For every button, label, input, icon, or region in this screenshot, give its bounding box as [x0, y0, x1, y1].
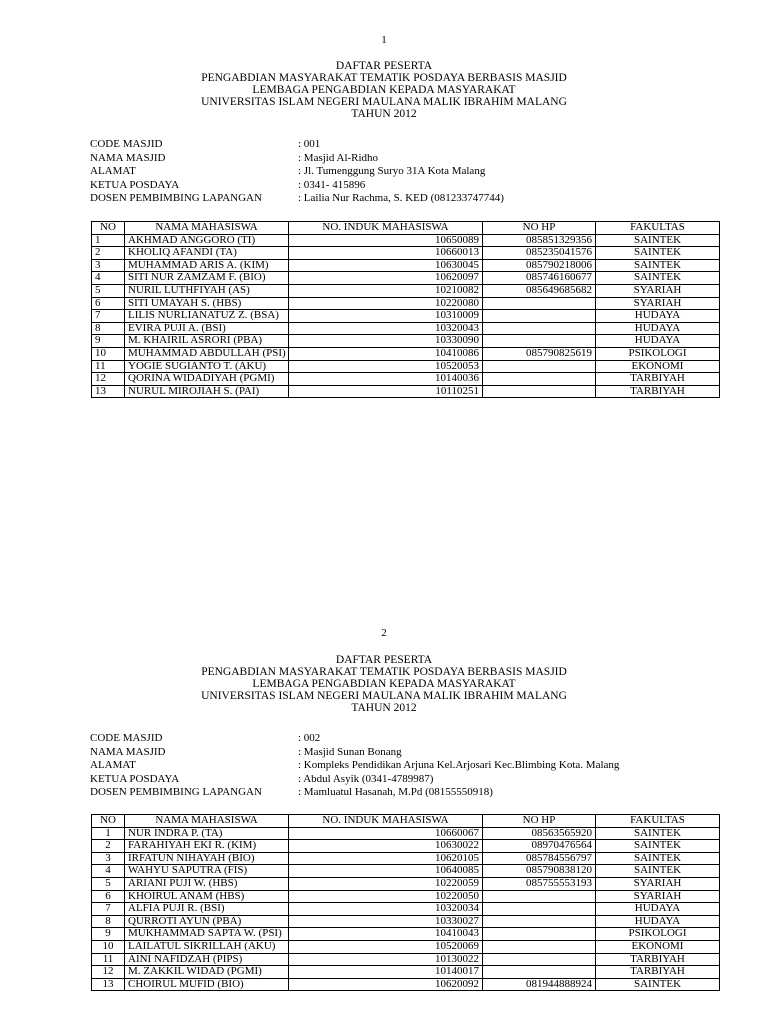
cell-student-name: FARAHIYAH EKI R. (KIM) — [125, 840, 289, 853]
cell-no: 8 — [92, 915, 125, 928]
cell-nim: 10220059 — [289, 877, 483, 890]
table-row — [92, 852, 720, 865]
cell-no: 11 — [92, 953, 125, 966]
info-row-code — [90, 138, 730, 152]
info-value: : 0341- 415896 — [298, 178, 366, 191]
cell-phone: 085649685682 — [483, 284, 596, 297]
title-line: LEMBAGA PENGABDIAN KEPADA MASYARAKAT — [252, 84, 516, 96]
cell-nim: 10620105 — [289, 852, 483, 865]
cell-no: 1 — [92, 234, 125, 247]
cell-phone: 085851329356 — [483, 234, 596, 247]
cell-faculty: HUDAYA — [596, 310, 720, 323]
cell-phone: 081944888924 — [483, 978, 596, 991]
cell-no: 1 — [92, 827, 125, 840]
document-title — [0, 654, 768, 714]
cell-phone: 085755553193 — [483, 877, 596, 890]
table-row — [92, 903, 720, 916]
cell-nim: 10620097 — [289, 272, 483, 285]
table-row — [92, 827, 720, 840]
cell-nim: 10220080 — [289, 297, 483, 310]
table-row — [92, 840, 720, 853]
info-row-code — [90, 732, 730, 746]
cell-student-name: LILIS NURLIANATUZ Z. (BSA) — [125, 310, 289, 323]
table-row — [92, 940, 720, 953]
cell-nim: 10630022 — [289, 840, 483, 853]
table-row — [92, 272, 720, 285]
table-row — [92, 373, 720, 386]
cell-faculty: HUDAYA — [596, 903, 720, 916]
cell-faculty: HUDAYA — [596, 322, 720, 335]
info-label: ALAMAT — [90, 165, 136, 177]
cell-no: 13 — [92, 978, 125, 991]
cell-phone — [483, 373, 596, 386]
table-header — [92, 222, 720, 235]
cell-student-name: MUHAMMAD ARIS A. (KIM) — [125, 259, 289, 272]
cell-student-name: NURIL LUTHFIYAH (AS) — [125, 284, 289, 297]
column-header-nim: NO. INDUK MAHASISWA — [289, 815, 483, 828]
cell-faculty: HUDAYA — [596, 335, 720, 348]
info-label: CODE MASJID — [90, 138, 163, 150]
cell-no: 11 — [92, 360, 125, 373]
cell-nim: 10410086 — [289, 347, 483, 360]
table-row — [92, 978, 720, 991]
cell-no: 7 — [92, 903, 125, 916]
cell-no: 5 — [92, 877, 125, 890]
cell-student-name: AKHMAD ANGGORO (TI) — [125, 234, 289, 247]
info-value: : 001 — [298, 138, 321, 150]
cell-faculty: EKONOMI — [596, 940, 720, 953]
cell-nim: 10110251 — [289, 385, 483, 398]
table-row — [92, 297, 720, 310]
cell-no: 2 — [92, 247, 125, 260]
cell-faculty: TARBIYAH — [596, 966, 720, 979]
cell-no: 8 — [92, 322, 125, 335]
info-row-chair — [90, 773, 730, 787]
cell-phone — [483, 385, 596, 398]
cell-nim: 10140036 — [289, 373, 483, 386]
cell-faculty: TARBIYAH — [596, 953, 720, 966]
cell-student-name: LAILATUL SIKRILLAH (AKU) — [125, 940, 289, 953]
page-number: 1 — [381, 34, 387, 46]
cell-student-name: SITI UMAYAH S. (HBS) — [125, 297, 289, 310]
cell-faculty: SAINTEK — [596, 272, 720, 285]
cell-nim: 10630045 — [289, 259, 483, 272]
cell-phone — [483, 953, 596, 966]
cell-nim: 10130022 — [289, 953, 483, 966]
cell-no: 2 — [92, 840, 125, 853]
title-line: TAHUN 2012 — [351, 702, 417, 714]
column-header-faculty: FAKULTAS — [596, 815, 720, 828]
table-row — [92, 335, 720, 348]
cell-nim: 10640085 — [289, 865, 483, 878]
page-number: 2 — [381, 627, 387, 639]
cell-faculty: SAINTEK — [596, 234, 720, 247]
cell-faculty: SYARIAH — [596, 877, 720, 890]
title-line: DAFTAR PESERTA — [335, 60, 433, 72]
table-row — [92, 347, 720, 360]
cell-phone — [483, 297, 596, 310]
cell-phone: 085790218006 — [483, 259, 596, 272]
title-line: LEMBAGA PENGABDIAN KEPADA MASYARAKAT — [252, 678, 516, 690]
info-value: : 002 — [298, 732, 321, 744]
cell-nim: 10520053 — [289, 360, 483, 373]
cell-phone — [483, 940, 596, 953]
cell-nim: 10310009 — [289, 310, 483, 323]
cell-no: 10 — [92, 347, 125, 360]
cell-nim: 10650089 — [289, 234, 483, 247]
info-label: KETUA POSDAYA — [90, 772, 180, 785]
info-label: DOSEN PEMBIMBING LAPANGAN — [90, 192, 262, 204]
cell-phone: 085746160677 — [483, 272, 596, 285]
table-row — [92, 284, 720, 297]
info-row-address — [90, 165, 730, 179]
cell-no: 5 — [92, 284, 125, 297]
cell-faculty: SAINTEK — [596, 840, 720, 853]
column-header-name: NAMA MAHASISWA — [125, 222, 289, 235]
info-value: : Masjid Sunan Bonang — [298, 745, 402, 758]
cell-faculty: SAINTEK — [596, 865, 720, 878]
cell-phone: 08970476564 — [483, 840, 596, 853]
masjid-info — [90, 732, 730, 800]
cell-student-name: NUR INDRA P. (TA) — [125, 827, 289, 840]
cell-nim: 10140017 — [289, 966, 483, 979]
table-row — [92, 966, 720, 979]
cell-student-name: M. ZAKKIL WIDAD (PGMI) — [125, 966, 289, 979]
info-row-name — [90, 152, 730, 166]
cell-no: 10 — [92, 940, 125, 953]
cell-phone: 085790825619 — [483, 347, 596, 360]
cell-student-name: ALFIA PUJI R. (BSI) — [125, 903, 289, 916]
table-row — [92, 234, 720, 247]
table-body — [92, 827, 720, 991]
participant-table — [91, 221, 720, 398]
table-row — [92, 259, 720, 272]
info-row-supervisor — [90, 786, 730, 800]
column-header-phone: NO HP — [483, 815, 596, 828]
cell-student-name: WAHYU SAPUTRA (FIS) — [125, 865, 289, 878]
cell-phone — [483, 335, 596, 348]
cell-no: 6 — [92, 890, 125, 903]
cell-phone: 085790838120 — [483, 865, 596, 878]
info-value: : Lailia Nur Rachma, S. KED (081233747744) — [298, 192, 504, 204]
cell-student-name: CHOIRUL MUFID (BIO) — [125, 978, 289, 991]
info-value: : Mamluatul Hasanah, M.Pd (08155550918) — [298, 786, 493, 798]
cell-student-name: IRFATUN NIHAYAH (BIO) — [125, 852, 289, 865]
cell-student-name: ARIANI PUJI W. (HBS) — [125, 877, 289, 890]
column-header-no: NO — [92, 815, 125, 828]
title-line: PENGABDIAN MASYARAKAT TEMATIK POSDAYA BERBASIS MASJID — [201, 666, 567, 678]
info-label: KETUA POSDAYA — [90, 178, 180, 191]
info-value: : Masjid Al-Ridho — [298, 151, 379, 164]
cell-faculty: PSIKOLOGI — [596, 347, 720, 360]
cell-phone: 08563565920 — [483, 827, 596, 840]
cell-nim: 10320043 — [289, 322, 483, 335]
cell-nim: 10210082 — [289, 284, 483, 297]
cell-faculty: EKONOMI — [596, 360, 720, 373]
cell-student-name: MUHAMMAD ABDULLAH (PSI) — [125, 347, 289, 360]
cell-student-name: QORINA WIDADIYAH (PGMI) — [125, 373, 289, 386]
table-row — [92, 385, 720, 398]
cell-no: 12 — [92, 373, 125, 386]
table-row — [92, 915, 720, 928]
cell-student-name: QURROTI AYUN (PBA) — [125, 915, 289, 928]
cell-faculty: SYARIAH — [596, 284, 720, 297]
cell-nim: 10410043 — [289, 928, 483, 941]
cell-no: 6 — [92, 297, 125, 310]
column-header-faculty: FAKULTAS — [596, 222, 720, 235]
info-label: NAMA MASJID — [90, 151, 166, 164]
info-value: : Jl. Tumenggung Suryo 31A Kota Malang — [298, 165, 486, 177]
cell-student-name: YOGIE SUGIANTO T. (AKU) — [125, 360, 289, 373]
column-header-nim: NO. INDUK MAHASISWA — [289, 222, 483, 235]
cell-phone — [483, 966, 596, 979]
table-row — [92, 877, 720, 890]
cell-nim: 10620092 — [289, 978, 483, 991]
column-header-no: NO — [92, 222, 125, 235]
document-title — [0, 60, 768, 120]
cell-nim: 10660067 — [289, 827, 483, 840]
cell-no: 3 — [92, 852, 125, 865]
cell-phone: 085784556797 — [483, 852, 596, 865]
table-row — [92, 890, 720, 903]
title-line: UNIVERSITAS ISLAM NEGERI MAULANA MALIK IBRAHIM MALANG — [201, 690, 567, 702]
cell-student-name: NURUL MIROJIAH S. (PAI) — [125, 385, 289, 398]
cell-student-name: EVIRA PUJI A. (BSI) — [125, 322, 289, 335]
cell-phone — [483, 360, 596, 373]
cell-nim: 10520069 — [289, 940, 483, 953]
info-row-chair — [90, 179, 730, 193]
title-line: UNIVERSITAS ISLAM NEGERI MAULANA MALIK IBRAHIM MALANG — [201, 96, 567, 108]
info-label: ALAMAT — [90, 759, 136, 771]
cell-phone — [483, 915, 596, 928]
info-label: CODE MASJID — [90, 732, 163, 744]
cell-nim: 10320034 — [289, 903, 483, 916]
cell-student-name: MUKHAMMAD SAPTA W. (PSI) — [125, 928, 289, 941]
cell-faculty: SAINTEK — [596, 978, 720, 991]
table-body — [92, 234, 720, 398]
info-label: NAMA MASJID — [90, 745, 166, 758]
cell-no: 3 — [92, 259, 125, 272]
info-row-name — [90, 746, 730, 760]
cell-faculty: TARBIYAH — [596, 373, 720, 386]
table-row — [92, 928, 720, 941]
title-line: TAHUN 2012 — [351, 108, 417, 120]
cell-phone — [483, 928, 596, 941]
cell-no: 12 — [92, 966, 125, 979]
info-value: : Abdul Asyik (0341-4789987) — [298, 772, 434, 785]
cell-faculty: SAINTEK — [596, 827, 720, 840]
cell-student-name: KHOIRUL ANAM (HBS) — [125, 890, 289, 903]
table-row — [92, 247, 720, 260]
info-label: DOSEN PEMBIMBING LAPANGAN — [90, 786, 262, 798]
cell-nim: 10660013 — [289, 247, 483, 260]
cell-nim: 10330090 — [289, 335, 483, 348]
cell-student-name: AINI NAFIDZAH (PIPS) — [125, 953, 289, 966]
cell-no: 4 — [92, 272, 125, 285]
cell-phone — [483, 322, 596, 335]
table-row — [92, 322, 720, 335]
cell-faculty: SYARIAH — [596, 297, 720, 310]
table-row — [92, 865, 720, 878]
title-line: PENGABDIAN MASYARAKAT TEMATIK POSDAYA BERBASIS MASJID — [201, 72, 567, 84]
cell-phone — [483, 903, 596, 916]
info-row-supervisor — [90, 192, 730, 206]
masjid-info — [90, 138, 730, 206]
cell-student-name: M. KHAIRIL ASRORI (PBA) — [125, 335, 289, 348]
cell-phone — [483, 310, 596, 323]
cell-faculty: PSIKOLOGI — [596, 928, 720, 941]
cell-no: 9 — [92, 335, 125, 348]
table-header — [92, 815, 720, 828]
cell-no: 4 — [92, 865, 125, 878]
cell-no: 7 — [92, 310, 125, 323]
title-line: DAFTAR PESERTA — [335, 654, 433, 666]
column-header-name: NAMA MAHASISWA — [125, 815, 289, 828]
info-row-address — [90, 759, 730, 773]
cell-faculty: SAINTEK — [596, 852, 720, 865]
cell-nim: 10330027 — [289, 915, 483, 928]
cell-student-name: SITI NUR ZAMZAM F. (BIO) — [125, 272, 289, 285]
cell-faculty: SAINTEK — [596, 247, 720, 260]
cell-faculty: TARBIYAH — [596, 385, 720, 398]
column-header-phone: NO HP — [483, 222, 596, 235]
cell-phone: 085235041576 — [483, 247, 596, 260]
cell-student-name: KHOLIQ AFANDI (TA) — [125, 247, 289, 260]
cell-faculty: SAINTEK — [596, 259, 720, 272]
cell-no: 13 — [92, 385, 125, 398]
cell-phone — [483, 890, 596, 903]
cell-no: 9 — [92, 928, 125, 941]
cell-faculty: SYARIAH — [596, 890, 720, 903]
table-row — [92, 360, 720, 373]
table-row — [92, 310, 720, 323]
participant-table — [91, 814, 720, 991]
cell-faculty: HUDAYA — [596, 915, 720, 928]
cell-nim: 10220050 — [289, 890, 483, 903]
table-row — [92, 953, 720, 966]
info-value: : Kompleks Pendidikan Arjuna Kel.Arjosari Kec.Blimbing Kota. Malang — [298, 759, 620, 771]
